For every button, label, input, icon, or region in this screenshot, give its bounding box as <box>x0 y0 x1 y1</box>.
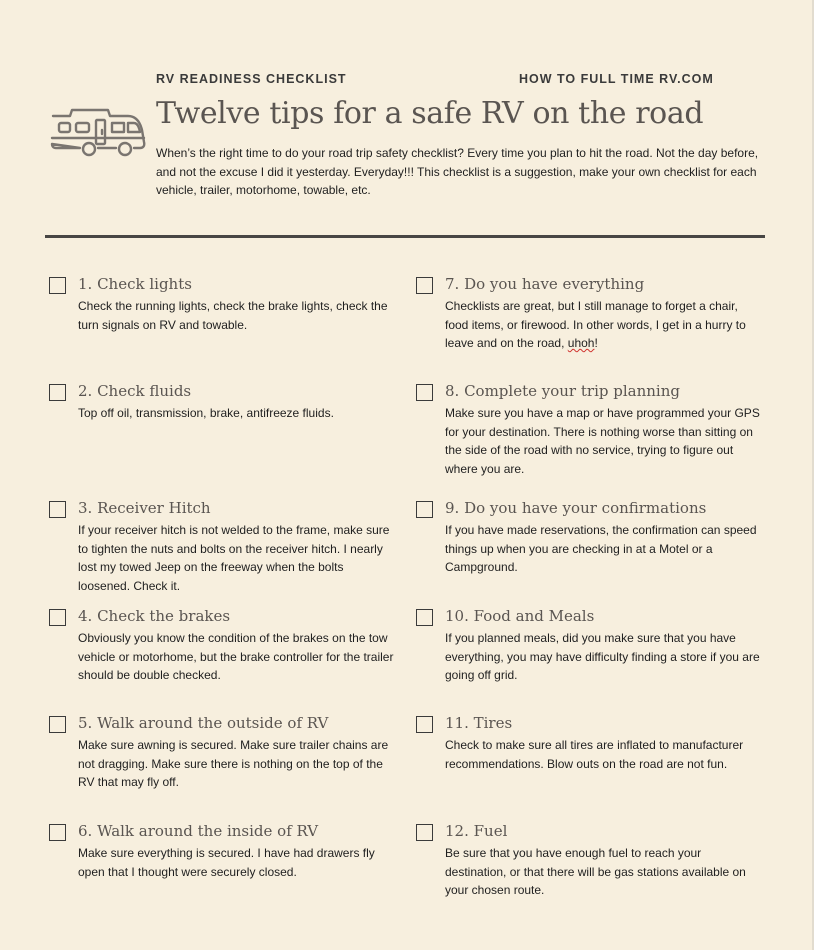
item-title: 9. Do you have your confirmations <box>445 499 707 517</box>
item-description: If you have made reservations, the confirmation can speed things up when you are checking in at a Motel or a Campground. <box>445 523 757 574</box>
item-description: Obviously you know the condition of the brakes on the tow vehicle or motorhome, but the brake controller for the trailer should be double checked. <box>78 631 394 682</box>
checkbox[interactable] <box>49 609 66 626</box>
checkbox[interactable] <box>49 824 66 841</box>
item-description-text: Checklists are great, but I still manage to forget a chair, food items, or firewood. In other words, I get in a hurry to leave and on the road, <box>445 299 746 350</box>
item-description: Check to make sure all tires are inflated to manufacturer recommendations. Blow outs on the road are not fun. <box>445 738 744 771</box>
site-label: HOW TO FULL TIME RV.COM <box>519 72 714 86</box>
checkbox[interactable] <box>416 716 433 733</box>
checkbox[interactable] <box>416 501 433 518</box>
checkbox[interactable] <box>416 824 433 841</box>
item-title: 4. Check the brakes <box>78 607 231 625</box>
item-description: Check the running lights, check the brake lights, check the turn signals on RV and towable. <box>78 299 388 332</box>
checkbox[interactable] <box>49 716 66 733</box>
item-title: 11. Tires <box>445 714 513 732</box>
checkbox[interactable] <box>49 501 66 518</box>
item-title: 1. Check lights <box>78 275 192 293</box>
checkbox[interactable] <box>49 277 66 294</box>
item-description: Make sure everything is secured. I have had drawers fly open that I thought were securely closed. <box>78 846 375 879</box>
item-description: If your receiver hitch is not welded to the frame, make sure to tighten the nuts and bolts on the receiver hitch. I nearly lost my towed Jeep on the freeway when the bolts loosened. Check it. <box>78 523 390 593</box>
item-title: 7. Do you have everything <box>445 275 645 293</box>
item-description: Make sure awning is secured. Make sure trailer chains are not dragging. Make sure there is nothing on the top of the RV that may fly off. <box>78 738 389 789</box>
checkbox[interactable] <box>416 609 433 626</box>
intro-paragraph: When’s the right time to do your road trip safety checklist? Every time you plan to hit the road. Not the day before, and not the excuse I did it yesterday. Everyday!!! This checklist is a suggestion, make your own checklist for each vehicle, trailer, motorhome, towable, etc. <box>156 146 759 197</box>
item-title: 12. Fuel <box>445 822 508 840</box>
item-title: 6. Walk around the inside of RV <box>78 822 319 840</box>
checkbox[interactable] <box>49 384 66 401</box>
item-description: Make sure you have a map or have programmed your GPS for your destination. There is nothing worse than sitting on the side of the road with no service, trying to figure out where you are. <box>445 406 760 476</box>
item-title: 2. Check fluids <box>78 382 192 400</box>
item-description: Top off oil, transmission, brake, antifreeze fluids. <box>78 406 334 420</box>
item-description: If you planned meals, did you make sure that you have everything, you may have difficulty finding a store if you are going off grid. <box>445 631 760 682</box>
checkbox[interactable] <box>416 384 433 401</box>
page-title: Twelve tips for a safe RV on the road <box>156 96 704 131</box>
checkbox[interactable] <box>416 277 433 294</box>
item-title: 3. Receiver Hitch <box>78 499 211 517</box>
item-description-end: ! <box>594 336 598 350</box>
checklist-label: RV READINESS CHECKLIST <box>156 72 347 86</box>
divider <box>45 235 765 238</box>
item-title: 8. Complete your trip planning <box>445 382 680 400</box>
item-title: 5. Walk around the outside of RV <box>78 714 329 732</box>
item-description: Be sure that you have enough fuel to reach your destination, or that there will be gas stations available on your chosen route. <box>445 846 746 897</box>
item-description <box>445 297 763 353</box>
spellcheck-flagged-word: uhoh <box>567 336 595 350</box>
rv-motorhome-icon <box>50 106 148 160</box>
item-title: 10. Food and Meals <box>445 607 595 625</box>
